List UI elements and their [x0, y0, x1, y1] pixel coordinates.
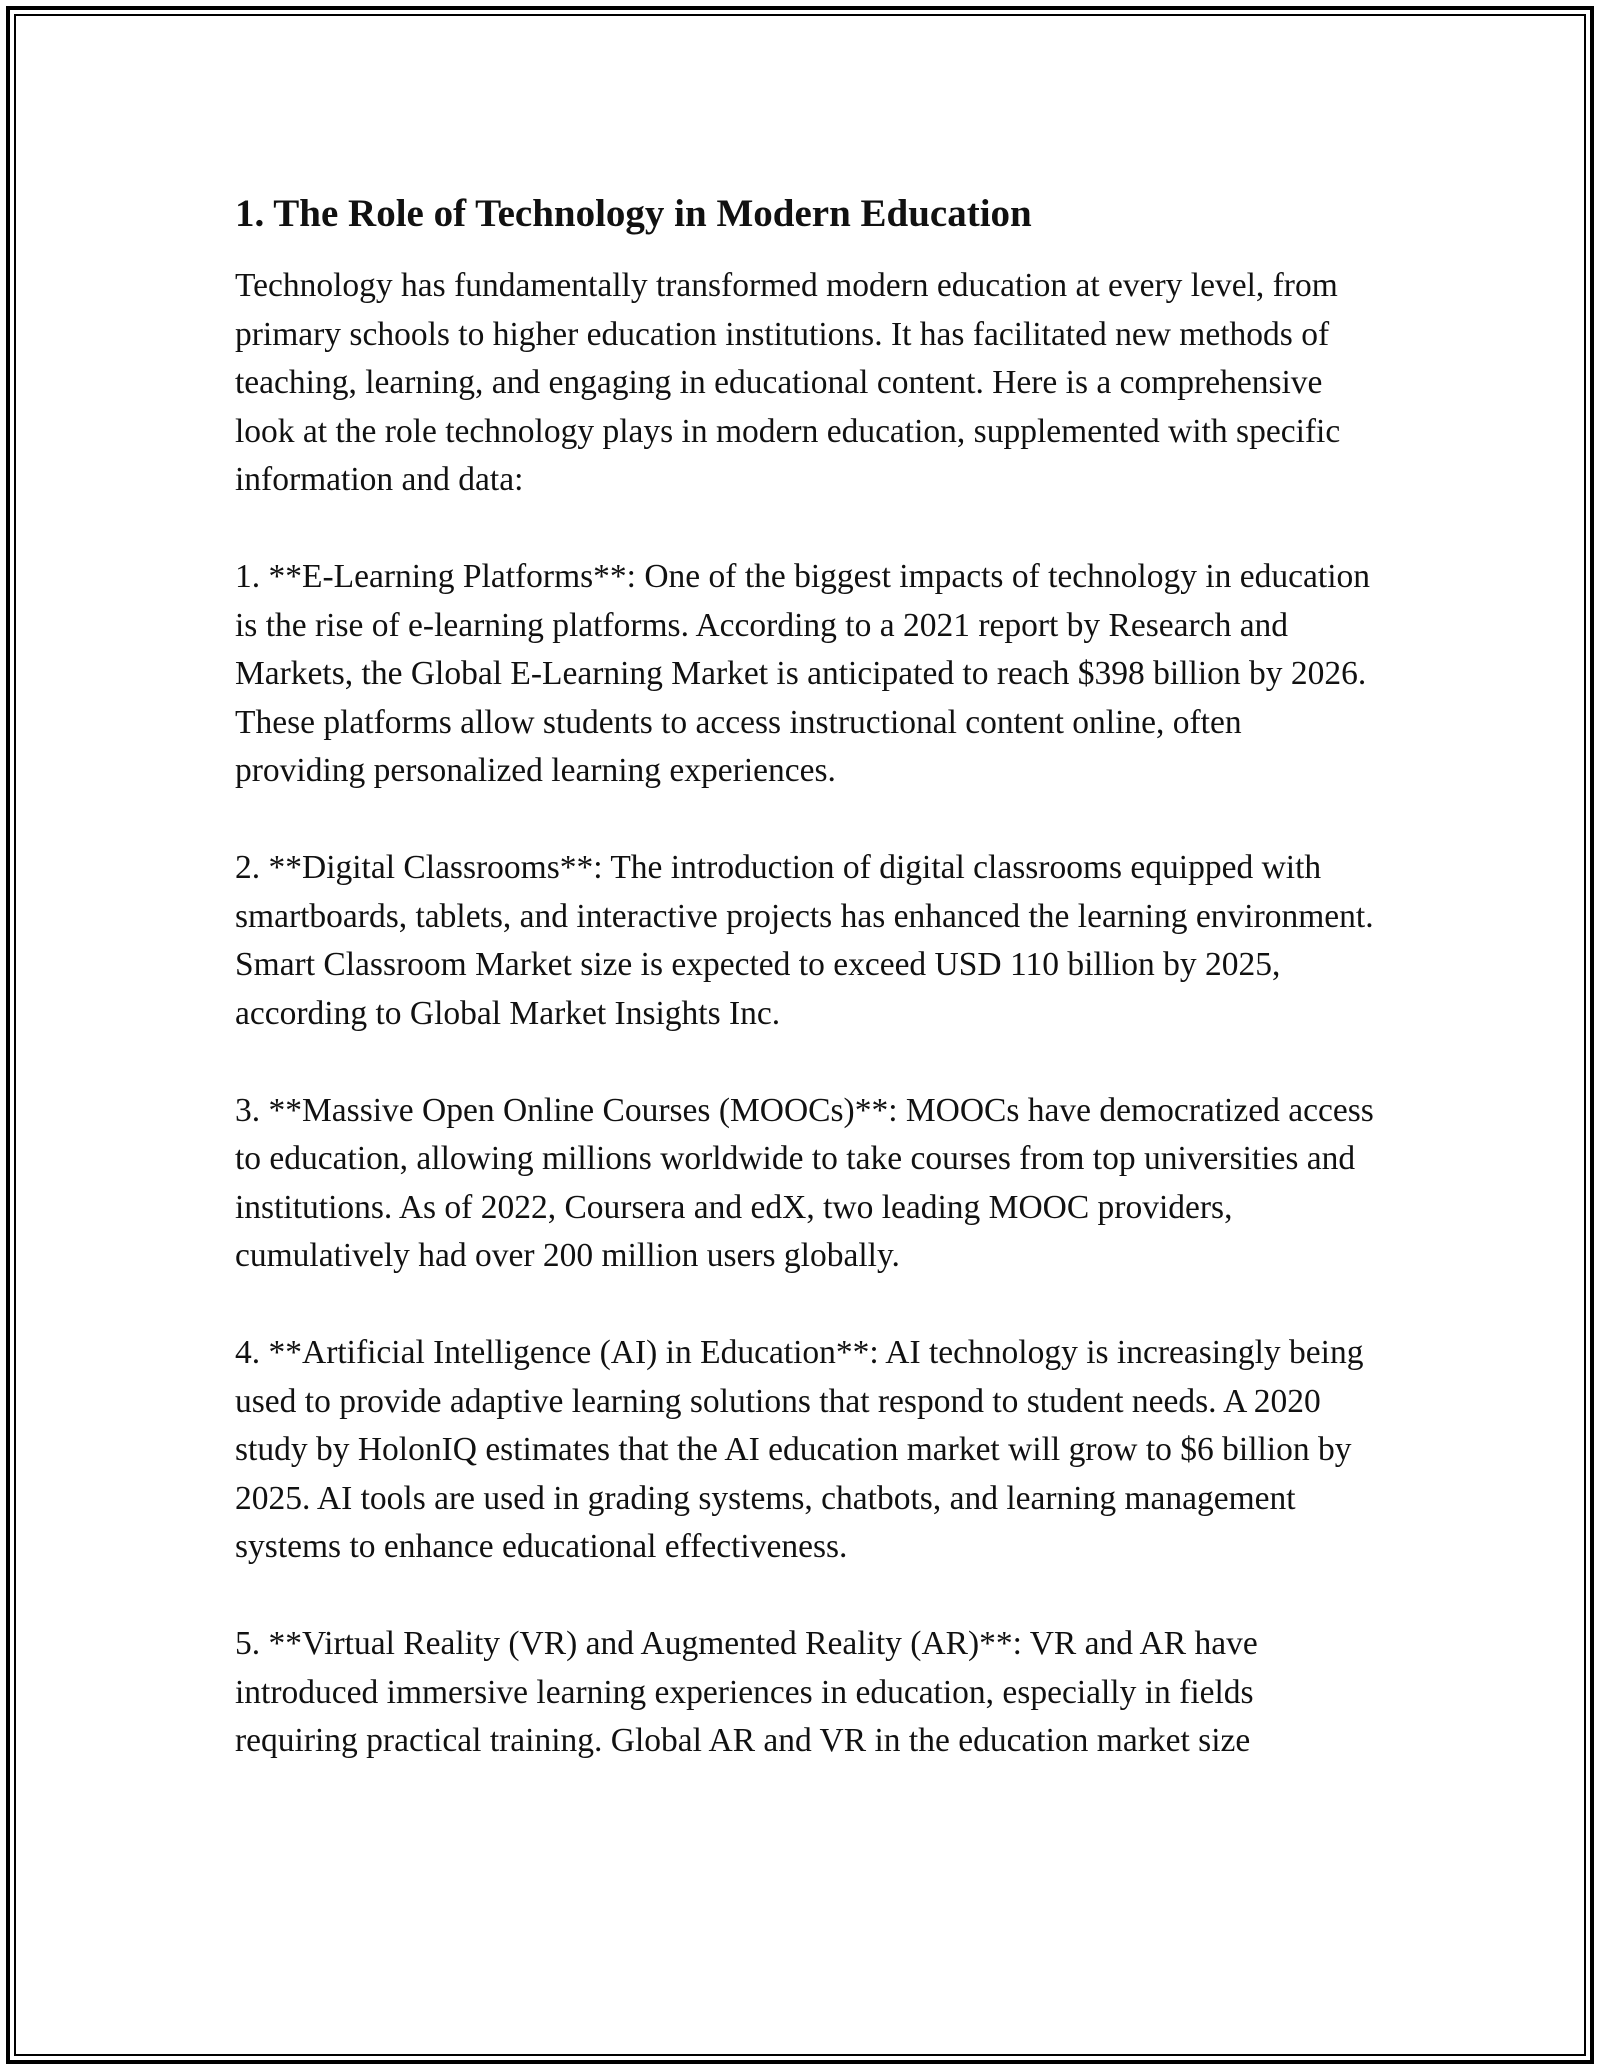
paragraph-ai-in-education: 4. **Artificial Intelligence (AI) in Education**: AI technology is increasingly being used to provide adaptive learning solutions that respond to student needs. A 2020 study by HolonIQ estimates that the AI education market will grow to $6 billion by 2025. AI tools are used in grading systems, chatbots, and learning management systems to enhance educational effectiveness. — [235, 1334, 1364, 1565]
paragraph-digital-classrooms: 2. **Digital Classrooms**: The introduction of digital classrooms equipped with smartboards, tablets, and interactive projects has enhanced the learning environment. Smart Classroom Market size is expected to exceed USD 110 billion by 2025, according to Global Market Insights Inc. — [235, 849, 1374, 1032]
paragraph-moocs: 3. **Massive Open Online Courses (MOOCs)**: MOOCs have democratized access to education, allowing millions worldwide to take courses from top universities and institutions. As of 2022, Coursera and edX, two leading MOOC providers, cumulatively had over 200 million users globally. — [235, 1091, 1374, 1274]
paragraph-e-learning: 1. **E-Learning Platforms**: One of the biggest impacts of technology in education is the rise of e-learning platforms. According to a 2021 report by Research and Markets, the Global E-Learning Market is anticipated to reach $398 billion by 2026. These platforms allow students to access instructional content online, often providing personalized learning experiences. — [235, 558, 1371, 789]
intro-paragraph: Technology has fundamentally transformed modern education at every level, from primary schools to higher education institutions. It has facilitated new methods of teaching, learning, and engaging in educational content. Here is a comprehensive look at the role technology plays in modern education, supplemented with specific information and data: — [235, 267, 1341, 498]
document-body — [235, 186, 1375, 1814]
document-title: 1. The Role of Technology in Modern Education — [235, 192, 1032, 235]
paragraph-vr-ar: 5. **Virtual Reality (VR) and Augmented Reality (AR)**: VR and AR have introduced immersive learning experiences in education, especially in fields requiring practical training. Global AR and VR in the education market size — [235, 1625, 1258, 1759]
